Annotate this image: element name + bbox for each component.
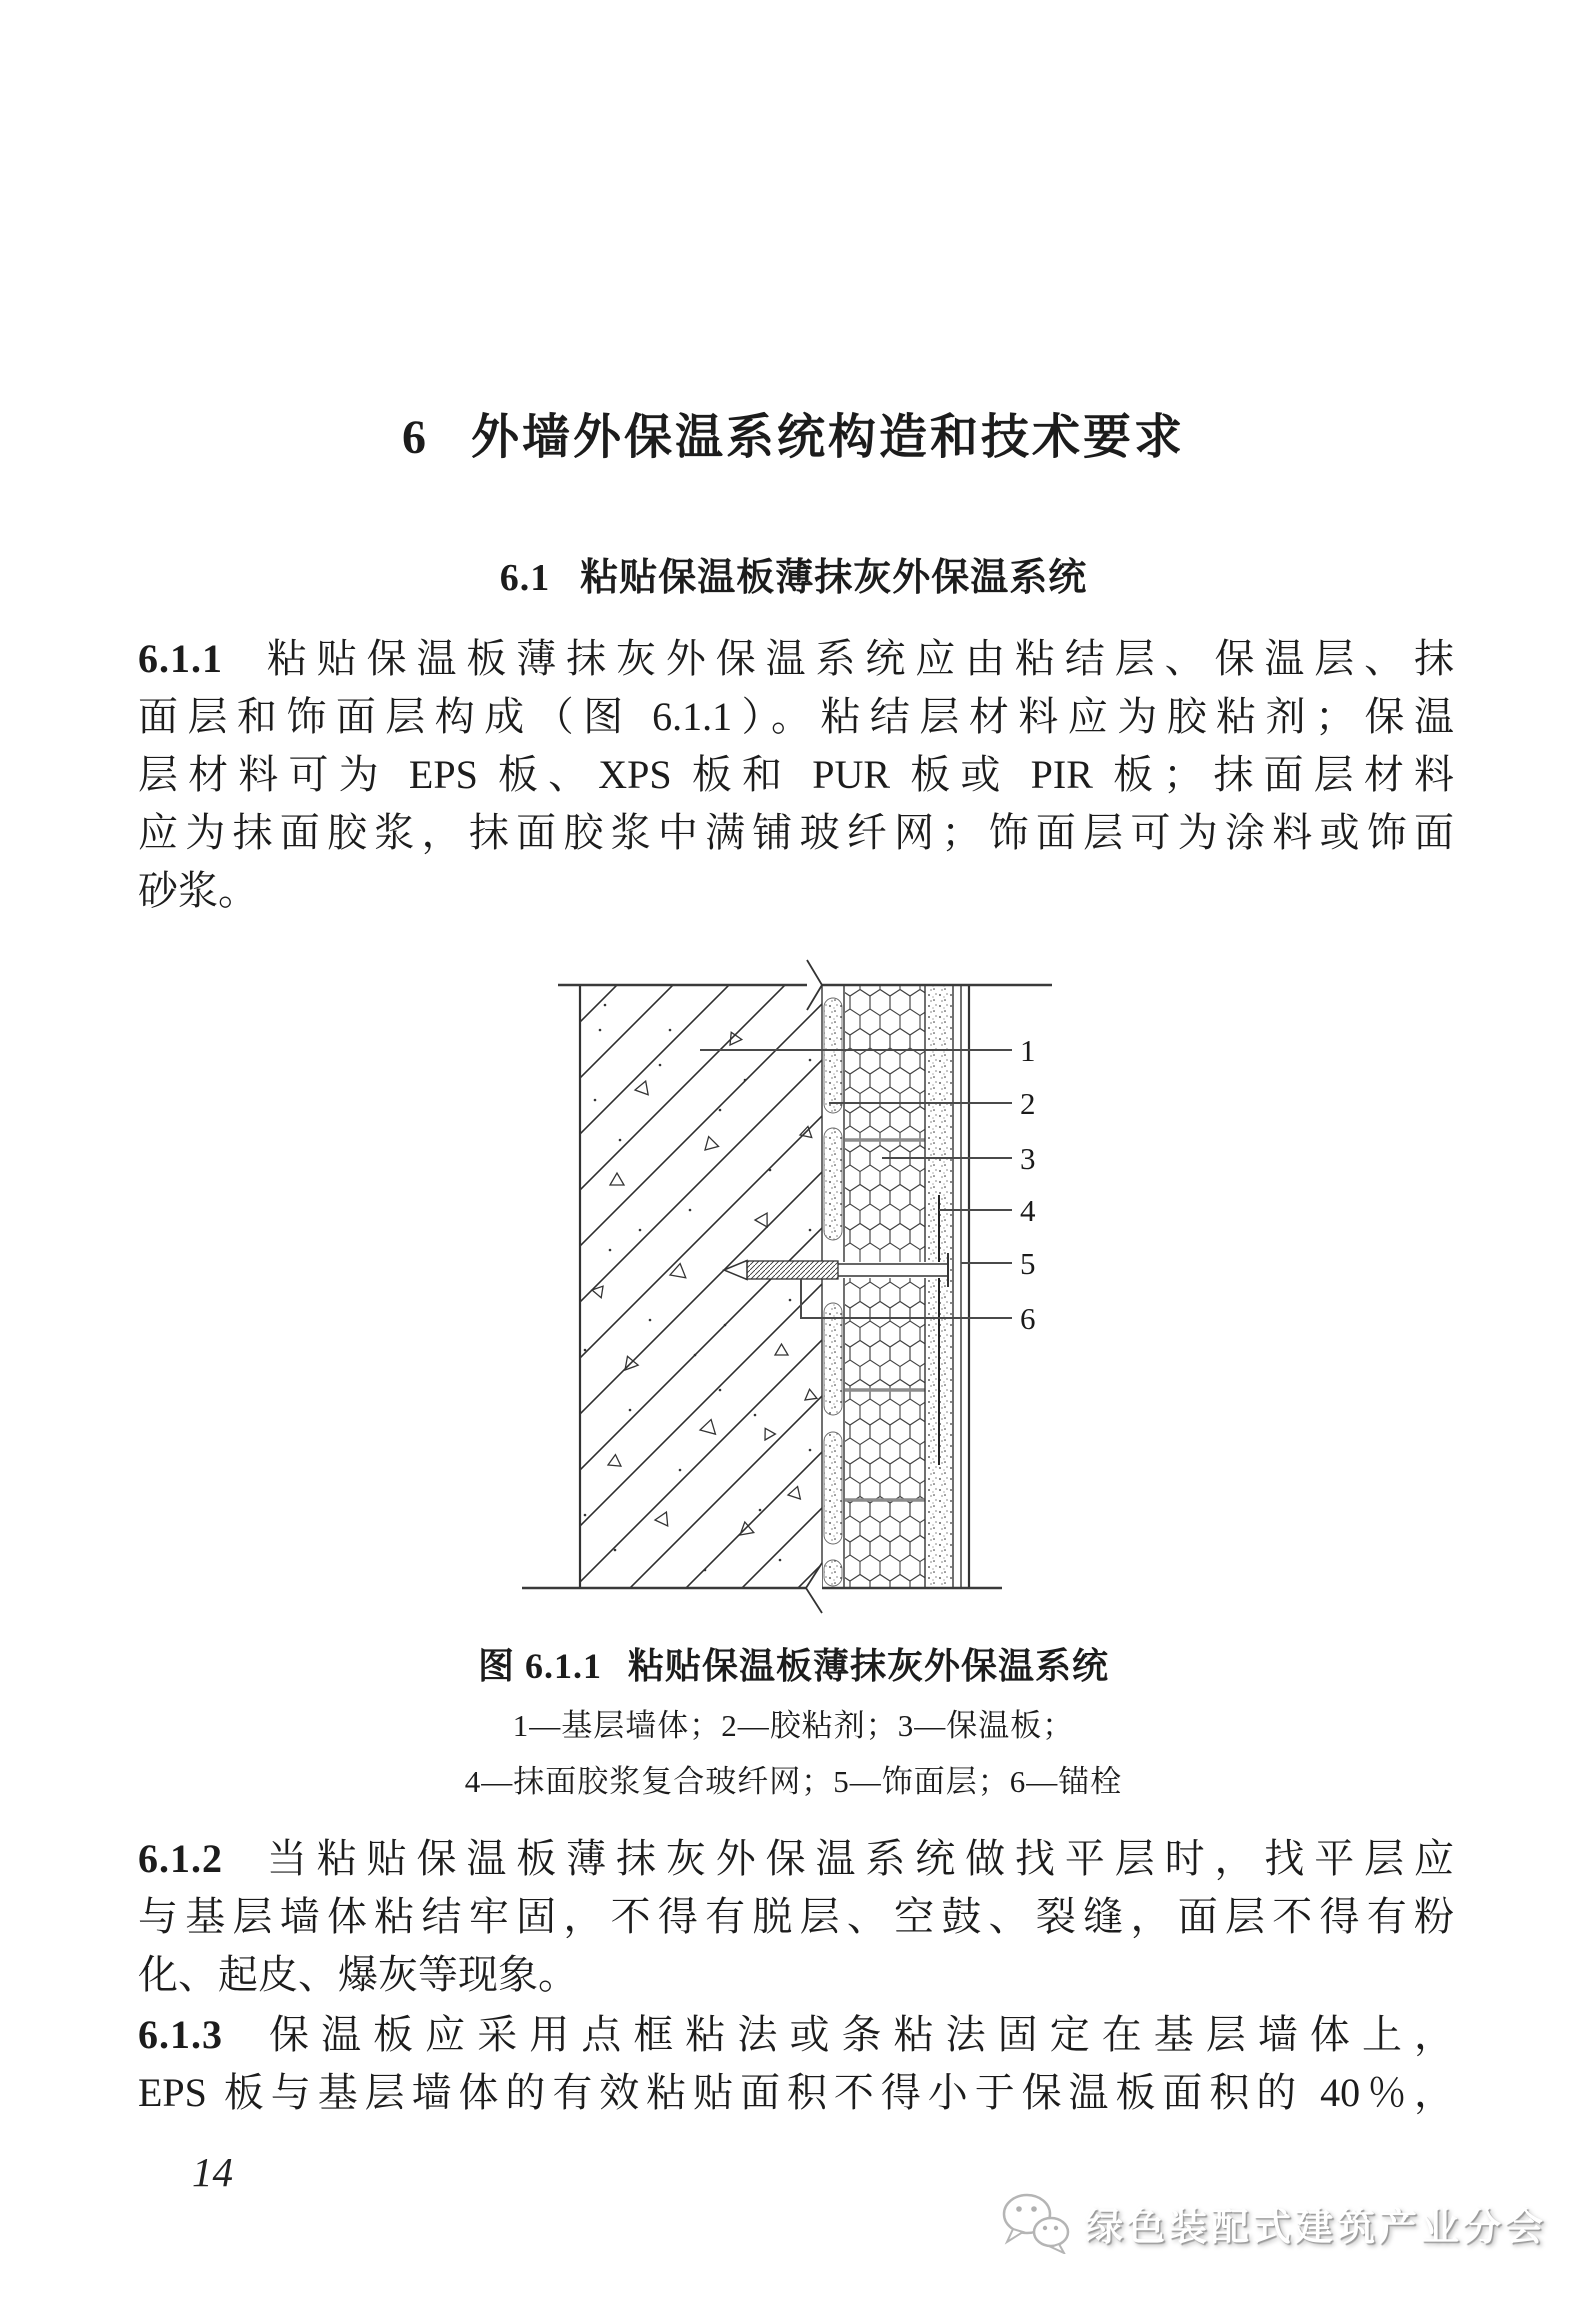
callout-label-5: 5	[1020, 1246, 1036, 1281]
insulation-board-layer	[845, 985, 925, 1588]
callout-numbers	[1020, 1033, 1036, 1336]
clause-line: 与基层墙体粘结牢固，不得有脱层、空鼓、裂缝，面层不得有粉	[138, 1894, 1454, 1939]
clause-6-1-1	[138, 630, 1454, 920]
clause-text: 当粘贴保温板薄抹灰外保温系统做找平层时，找平层应	[257, 1836, 1454, 1881]
clause-number: 6.1.2	[138, 1836, 223, 1881]
clause-line	[138, 630, 1454, 688]
clause-line: 层材料可为 EPS 板、XPS 板和 PUR 板或 PIR 板；抹面层材料	[138, 752, 1454, 797]
clause-line: EPS 板与基层墙体的有效粘贴面积不得小于保温板面积的 40％，	[138, 2070, 1454, 2115]
base-wall-layer	[580, 985, 822, 1588]
clause-6-1-2	[138, 1830, 1454, 2004]
section-title: 粘贴保温板薄抹灰外保温系统	[580, 557, 1088, 599]
callout-label-2: 2	[1020, 1086, 1036, 1121]
adhesive-layer	[824, 998, 842, 1586]
page-number: 14	[192, 2149, 233, 2195]
clause-text: 粘贴保温板薄抹灰外保温系统应由粘结层、保温层、抹	[257, 636, 1454, 681]
clause-line: 应为抹面胶浆，抹面胶浆中满铺玻纤网；饰面层可为涂料或饰面	[138, 810, 1454, 855]
section-number: 6.1	[499, 557, 551, 599]
clause-line: 面层和饰面层构成（图 6.1.1）。粘结层材料应为胶粘剂；保温	[138, 694, 1454, 739]
wechat-icon	[1001, 2192, 1071, 2254]
callout-label-6: 6	[1020, 1301, 1036, 1336]
figure-caption-title: 粘贴保温板薄抹灰外保温系统	[628, 1646, 1110, 1686]
figure-legend-line-1: 1—基层墙体；2—胶粘剂；3—保温板；	[512, 1708, 1075, 1743]
clause-line: 砂浆。	[138, 868, 258, 913]
clause-number: 6.1.3	[138, 2012, 223, 2057]
callout-label-1: 1	[1020, 1033, 1036, 1068]
figure-6-1-1	[520, 970, 1060, 1630]
figure-caption-label: 图 6.1.1	[477, 1646, 602, 1686]
clause-text: 保温板应采用点框粘法或条粘法固定在基层墙体上，	[257, 2012, 1454, 2057]
footer-org-name: 绿色装配式建筑产业分会	[1084, 2206, 1547, 2249]
wall-section-diagram	[520, 970, 1060, 1630]
chapter-number: 6	[401, 411, 429, 464]
clause-6-1-3	[138, 2006, 1454, 2122]
clause-number: 6.1.1	[138, 636, 223, 681]
clause-line: 化、起皮、爆灰等现象。	[138, 1952, 578, 1997]
figure-caption	[0, 1638, 1587, 1689]
callout-label-3: 3	[1020, 1141, 1036, 1176]
figure-legend-line-2: 4—抹面胶浆复合玻纤网；5—饰面层；6—锚栓	[464, 1764, 1123, 1799]
callout-label-4: 4	[1020, 1193, 1036, 1228]
footer-watermark	[1001, 2192, 1547, 2254]
section-heading	[0, 546, 1587, 601]
clause-line	[138, 1830, 1454, 1888]
clause-line	[138, 2006, 1454, 2064]
chapter-heading	[0, 398, 1587, 467]
chapter-title: 外墙外保温系统构造和技术要求	[470, 411, 1185, 464]
